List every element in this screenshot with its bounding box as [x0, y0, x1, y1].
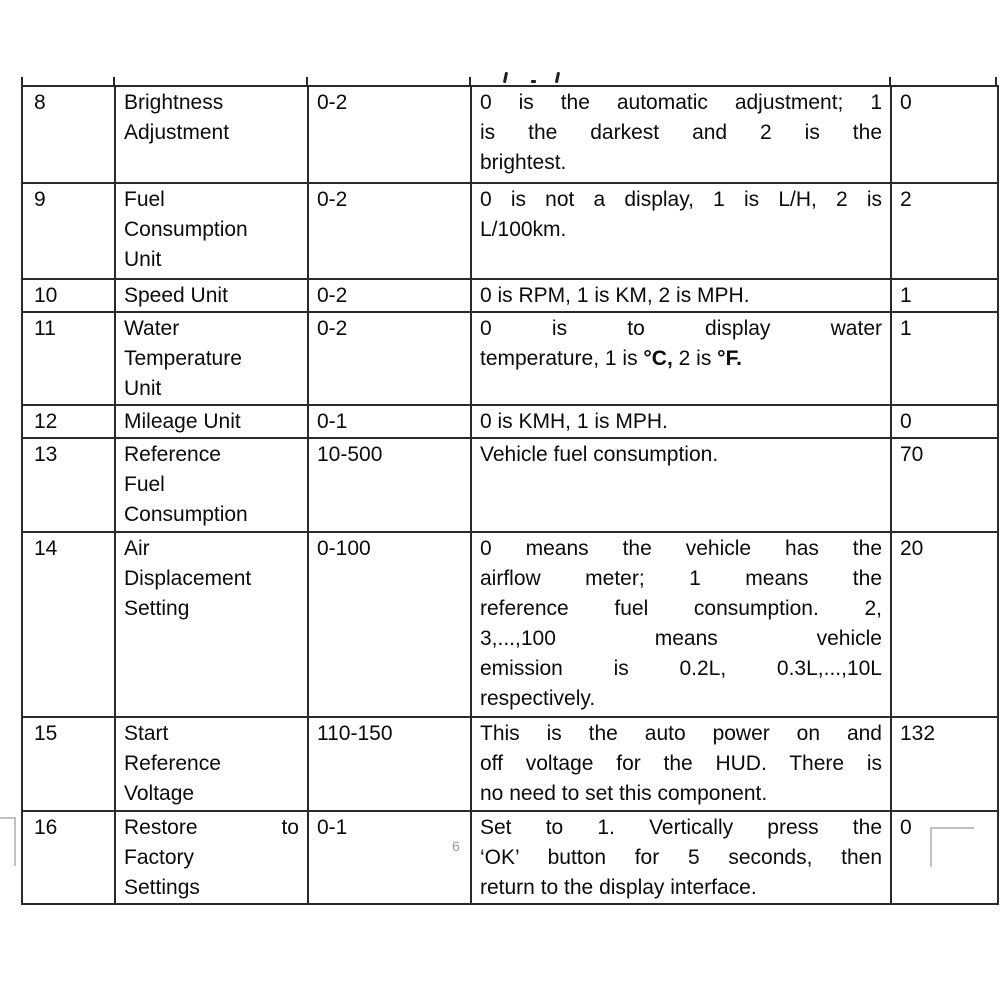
cell-number: 9	[22, 183, 115, 279]
cell-name	[115, 438, 308, 532]
text-line: Reference	[124, 443, 221, 466]
cell-description	[471, 405, 891, 438]
text-line: Voltage	[124, 782, 195, 805]
cell-range: 0-100	[308, 532, 471, 717]
text-line: is the darkest and 2 is the	[480, 121, 882, 144]
cell-number: 8	[22, 86, 115, 183]
text-line: Unit	[124, 377, 162, 400]
cell-range: 0-2	[308, 279, 471, 312]
cell-number: 11	[22, 312, 115, 405]
text-line: reference fuel consumption. 2,	[480, 597, 882, 620]
text-line: 0 is KMH, 1 is MPH.	[480, 410, 668, 433]
text-line: Adjustment	[124, 121, 230, 144]
text-run: 2 is	[672, 347, 718, 370]
settings-table	[21, 85, 999, 905]
cell-number: 10	[22, 279, 115, 312]
cell-description	[471, 86, 891, 183]
column-line-stub	[113, 77, 115, 85]
text-line: respectively.	[480, 687, 596, 710]
text-line: Fuel	[124, 473, 165, 496]
cell-default: 1	[891, 279, 998, 312]
cell-name	[115, 279, 308, 312]
cell-range: 0-1	[308, 811, 471, 904]
cell-name	[115, 86, 308, 183]
clipped-text-remnant	[555, 72, 560, 83]
table-row-9	[22, 183, 998, 279]
cell-range: 0-1	[308, 405, 471, 438]
text-line: no need to set this component.	[480, 782, 768, 805]
text-line: 0 is not a display, 1 is L/H, 2 is	[480, 188, 882, 211]
table-row-11	[22, 312, 998, 405]
page-number-fragment: 6	[452, 838, 460, 854]
column-line-stub	[995, 77, 997, 85]
cell-number: 15	[22, 717, 115, 811]
cell-range: 110-150	[308, 717, 471, 811]
text-line: Unit	[124, 248, 162, 271]
cell-description	[471, 279, 891, 312]
cell-range: 0-2	[308, 86, 471, 183]
cell-name	[115, 532, 308, 717]
cell-default: 70	[891, 438, 998, 532]
text-line: Factory	[124, 846, 195, 869]
table-row-12	[22, 405, 998, 438]
text-line: brightest.	[480, 151, 567, 174]
crop-mark-left	[0, 817, 16, 866]
text-line: Setting	[124, 597, 190, 620]
text-line: 0 is to display water	[480, 317, 882, 340]
cell-default: 0	[891, 405, 998, 438]
text-line: Water	[124, 317, 180, 340]
text-line: This is the auto power on and	[480, 722, 882, 745]
text-line: Speed Unit	[124, 284, 228, 307]
cell-name	[115, 312, 308, 405]
clipped-text-remnant	[503, 72, 508, 83]
table-row-8	[22, 86, 998, 183]
text-line: Settings	[124, 876, 200, 899]
cell-name	[115, 717, 308, 811]
cell-range: 0-2	[308, 183, 471, 279]
text-line: 0 is RPM, 1 is KM, 2 is MPH.	[480, 284, 750, 307]
cell-description	[471, 717, 891, 811]
crop-mark-right	[930, 827, 974, 867]
column-line-stub	[306, 77, 308, 85]
cell-default: 0	[891, 86, 998, 183]
text-line: Brightness	[124, 91, 224, 114]
text-line: Air	[124, 537, 150, 560]
cell-name	[115, 183, 308, 279]
cell-range: 0-2	[308, 312, 471, 405]
bold-text-run: °F.	[717, 347, 742, 370]
cell-default: 20	[891, 532, 998, 717]
column-line-stub	[469, 77, 471, 85]
cell-default: 2	[891, 183, 998, 279]
text-line: Vehicle fuel consumption.	[480, 443, 719, 466]
cell-description	[471, 532, 891, 717]
text-line: Reference	[124, 752, 221, 775]
column-line-stub	[21, 77, 23, 85]
cell-number: 13	[22, 438, 115, 532]
column-line-stub	[889, 77, 891, 85]
text-line: 0 means the vehicle has the	[480, 537, 882, 560]
cell-description	[471, 312, 891, 405]
cell-number: 16	[22, 811, 115, 904]
bold-text-run: °C,	[643, 347, 673, 370]
text-line: 0 is the automatic adjustment; 1	[480, 91, 882, 114]
table-row-16	[22, 811, 998, 904]
text-line: Temperature	[124, 347, 242, 370]
text-line: return to the display interface.	[480, 876, 757, 899]
cell-number: 12	[22, 405, 115, 438]
cell-default: 0	[891, 811, 998, 904]
text-line: 3,...,100 means vehicle	[480, 627, 882, 650]
text-line: Start	[124, 722, 169, 745]
cell-default: 132	[891, 717, 998, 811]
text-run: temperature, 1 is	[480, 347, 644, 370]
cell-name	[115, 405, 308, 438]
cell-description	[471, 183, 891, 279]
cell-description	[471, 811, 891, 904]
text-line: Consumption	[124, 218, 248, 241]
cell-default: 1	[891, 312, 998, 405]
text-line: Fuel	[124, 188, 165, 211]
table-row-13	[22, 438, 998, 532]
text-line	[480, 344, 882, 374]
table-row-10	[22, 279, 998, 312]
table-row-14	[22, 532, 998, 717]
text-line: Displacement	[124, 567, 252, 590]
cell-number: 14	[22, 532, 115, 717]
text-line: Mileage Unit	[124, 410, 241, 433]
text-line: emission is 0.2L, 0.3L,...,10L	[480, 657, 882, 680]
text-line: airflow meter; 1 means the	[480, 567, 882, 590]
text-line: Consumption	[124, 503, 248, 526]
text-line: L/100km.	[480, 218, 567, 241]
text-line: off voltage for the HUD. There is	[480, 752, 882, 775]
text-line: Restore to	[124, 816, 299, 839]
cell-name	[115, 811, 308, 904]
clipped-text-remnant	[531, 80, 536, 83]
cell-range: 10-500	[308, 438, 471, 532]
table-row-15	[22, 717, 998, 811]
text-line: Set to 1. Vertically press the	[480, 816, 882, 839]
cell-description	[471, 438, 891, 532]
text-line: ‘OK’ button for 5 seconds, then	[480, 846, 882, 869]
